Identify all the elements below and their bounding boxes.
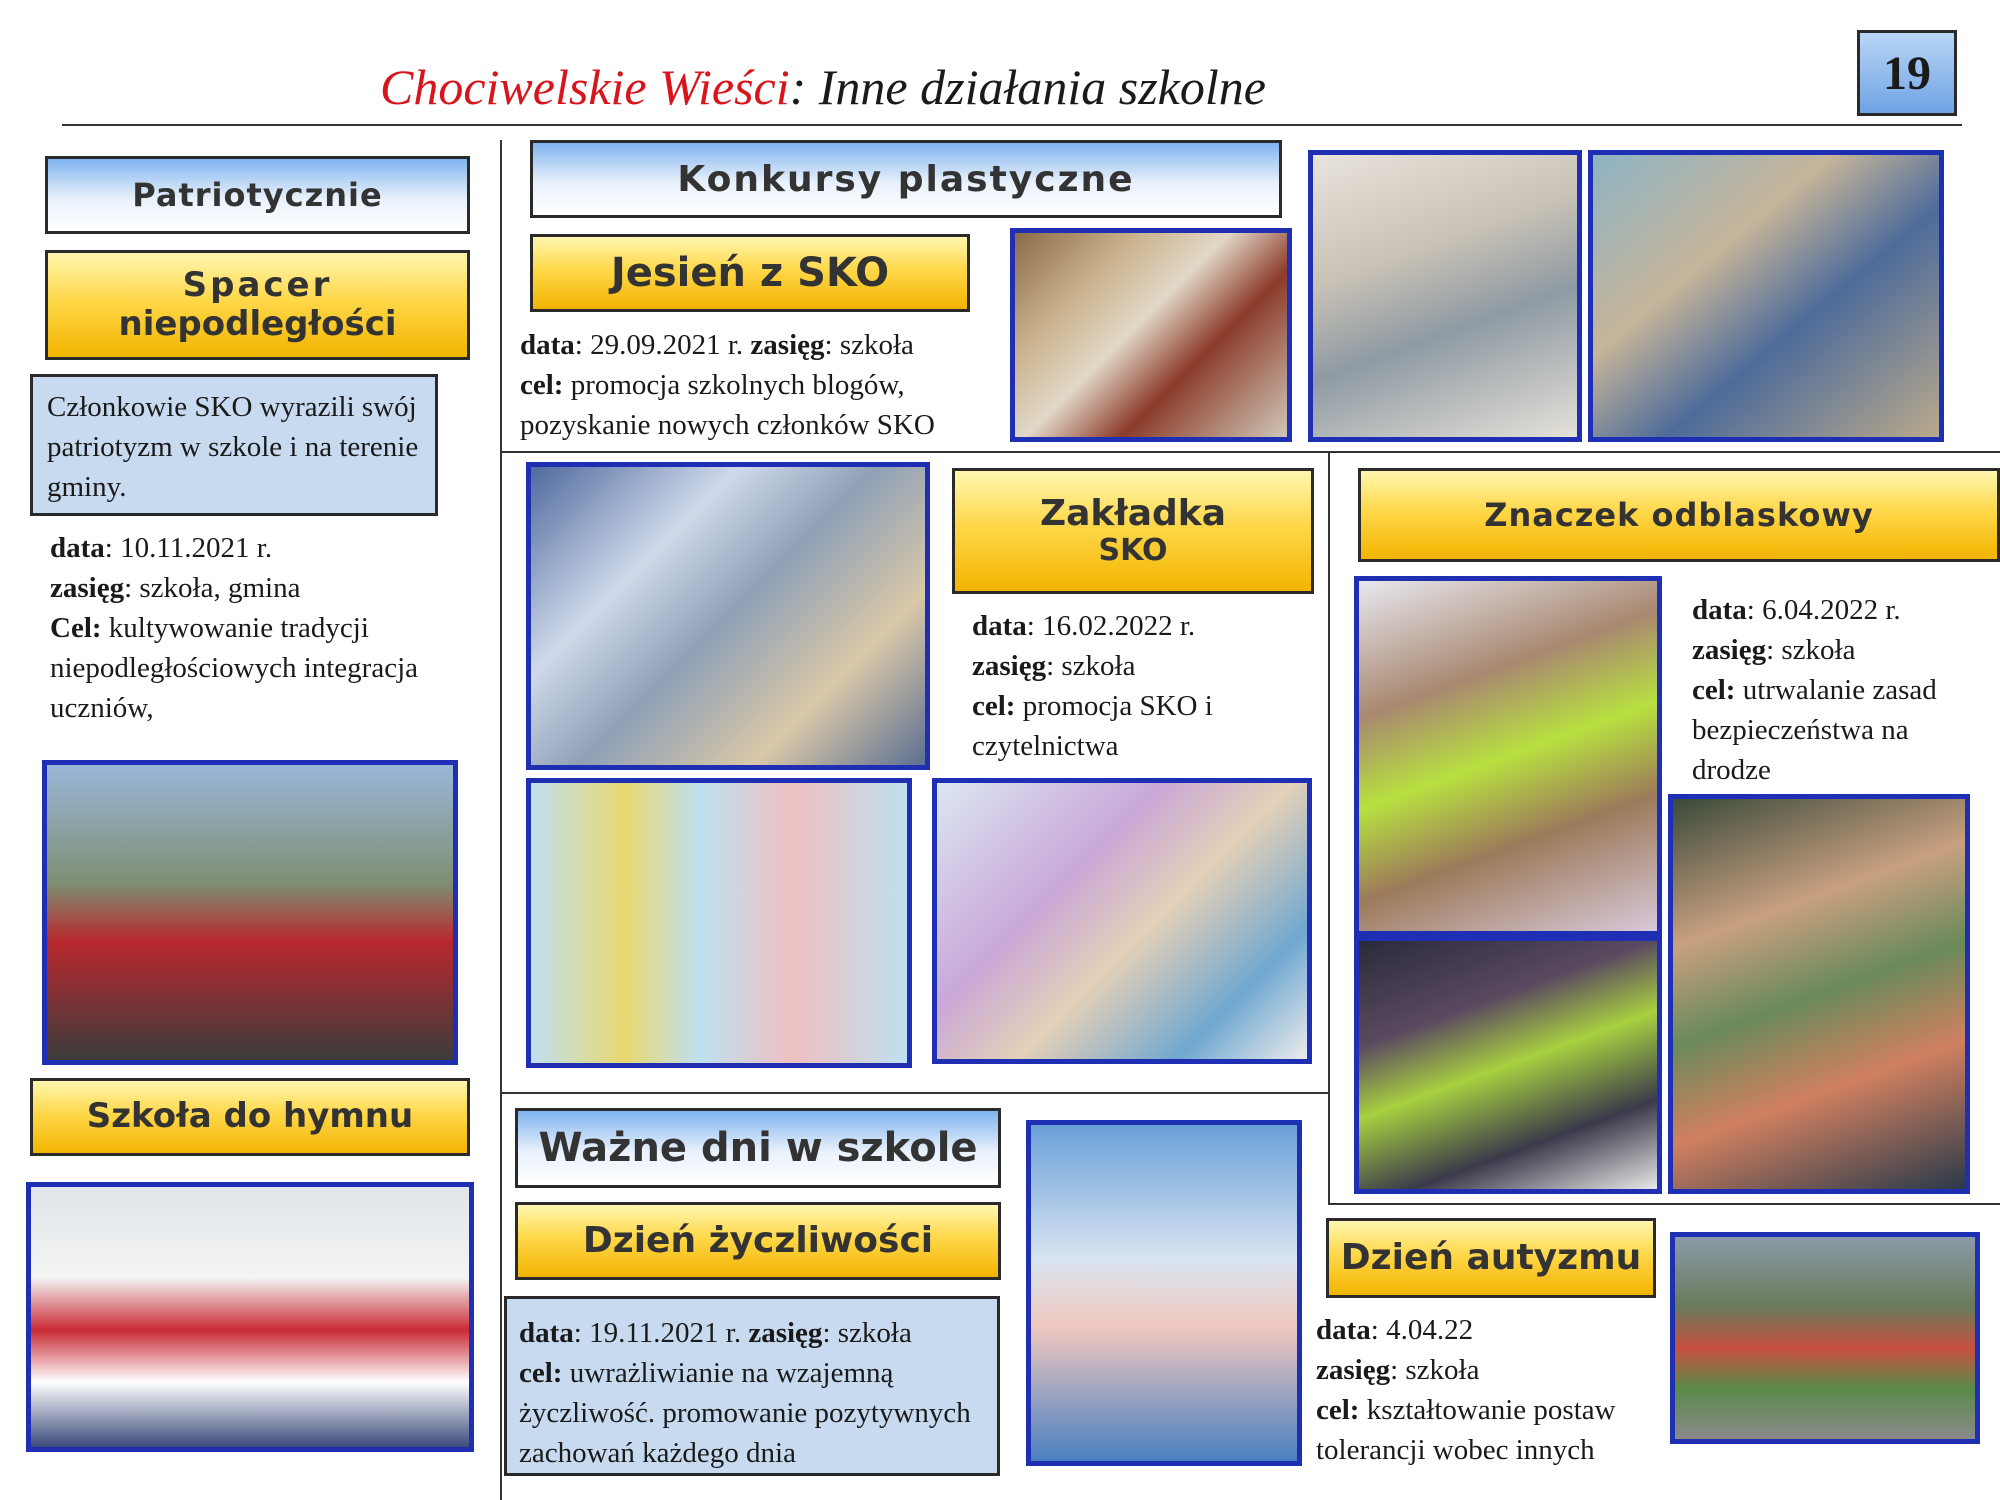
left-column-divider (500, 140, 502, 1500)
jesien-date-scope: data: 29.09.2021 r. zasięg: szkoła (520, 329, 914, 361)
wazne-divider (500, 1092, 1328, 1094)
znaczek-goal: cel: utrwalanie zasad bezpieczeństwa na drodze (1692, 674, 1937, 787)
znaczek-photo-3 (1668, 794, 1970, 1194)
jesien-photo-3 (1588, 150, 1944, 442)
spacer-scope: zasięg: szkoła, gmina (50, 572, 301, 605)
spacer-date: data: 10.11.2021 r. (50, 532, 273, 564)
zyczliwosc-goal: cel: uwrażliwianie na wzajemną życzliwość. promowanie pozytywnych zachowań każdego dnia (519, 1357, 971, 1470)
znaczek-details (1692, 590, 1992, 790)
zyczliwosc-header: Dzień życzliwości (515, 1202, 1001, 1280)
autyzm-header: Dzień autyzmu (1326, 1218, 1656, 1298)
autyzm-date: data: 4.04.22 (1316, 1314, 1474, 1346)
zyczliwosc-details-box (504, 1296, 1000, 1476)
konkursy-header: Konkursy plastyczne (530, 140, 1282, 218)
jesien-photo-2 (1308, 150, 1582, 442)
spacer-description-box: Członkowie SKO wyrazili swój patriotyzm w szkole i na terenie gminy. (30, 374, 438, 516)
jesien-photo-1 (1010, 228, 1292, 442)
spacer-niepodleglosci-header: Spacer niepodległości (45, 250, 470, 360)
spacer-details (50, 528, 470, 728)
jesien-goal: cel: promocja szkolnych blogów, pozyskanie nowych członków SKO (520, 369, 935, 442)
zakladka-goal: cel: promocja SKO i czytelnictwa (972, 690, 1213, 763)
znaczek-scope: zasięg: szkoła (1692, 634, 1856, 667)
znaczek-photo-2 (1354, 936, 1662, 1194)
autyzm-photo (1670, 1232, 1980, 1444)
wazne-dni-header: Ważne dni w szkole (515, 1108, 1001, 1188)
jesien-details (520, 325, 1020, 445)
zakladka-date: data: 16.02.2022 r. (972, 610, 1196, 642)
zakladka-collage-2 (526, 778, 912, 1068)
zakladka-collage-1 (526, 462, 930, 770)
page-number-badge: 19 (1857, 30, 1957, 116)
jesien-header: Jesień z SKO (530, 234, 970, 312)
title-underline (62, 124, 1962, 126)
spacer-goal: Cel: kultywowanie tradycji niepodległościowych integracja uczniów, (50, 612, 419, 725)
autyzm-scope: zasięg: szkoła (1316, 1354, 1480, 1387)
hymn-photo (26, 1182, 474, 1452)
spacer-photo (42, 760, 458, 1065)
znaczek-header: Znaczek odblaskowy (1358, 468, 2000, 562)
znaczek-date: data: 6.04.2022 r. (1692, 594, 1901, 626)
zakladka-collage-3 (932, 778, 1312, 1064)
znaczek-photo-1 (1354, 576, 1662, 936)
zakladka-details (972, 606, 1272, 766)
konkursy-divider (500, 451, 2000, 453)
autyzm-goal: cel: kształtowanie postaw tolerancji wobec innych (1316, 1394, 1616, 1467)
zyczliwosc-photo (1026, 1120, 1302, 1466)
page-title: Chociwelskie Wieści: Inne działania szkolne (380, 59, 1266, 115)
zakladka-header: Zakładka SKO (952, 468, 1314, 594)
zyczliwosc-date-scope: data: 19.11.2021 r. zasięg: szkoła (519, 1317, 912, 1349)
autyzm-divider (1328, 1203, 2000, 1205)
hymn-header: Szkoła do hymnu (30, 1078, 470, 1156)
autyzm-details (1316, 1310, 1678, 1470)
zakladka-scope: zasięg: szkoła (972, 650, 1136, 683)
znaczek-divider (1328, 453, 1330, 1205)
patriotycznie-header: Patriotycznie (45, 156, 470, 234)
